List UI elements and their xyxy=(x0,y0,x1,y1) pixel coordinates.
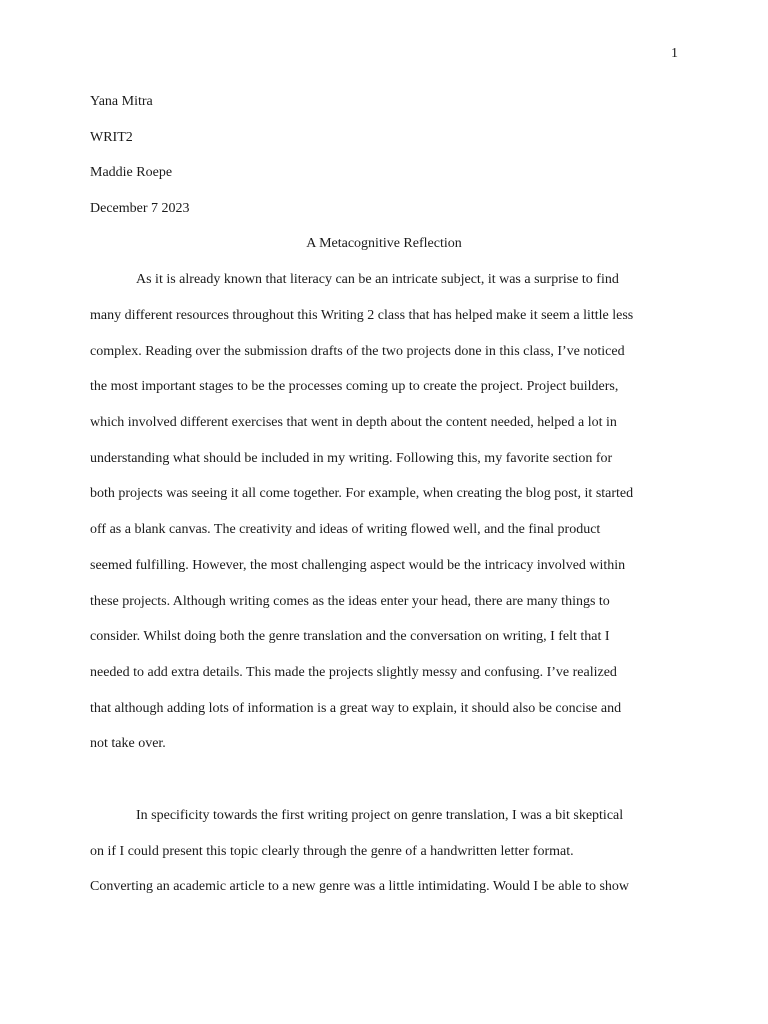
paragraph-1-line: understanding what should be included in my writing. Following this, my favorite section for xyxy=(90,451,613,466)
paragraph-2-line: Converting an academic article to a new genre was a little intimidating. Would I be able to show xyxy=(90,879,630,894)
paragraph-1-line: complex. Reading over the submission drafts of the two projects done in this class, I’ve noticed xyxy=(90,344,625,359)
paragraph-2-line: In specificity towards the first writing project on genre translation, I was a bit skeptical xyxy=(136,808,624,823)
paragraph-1-line: As it is already known that literacy can be an intricate subject, it was a surprise to find xyxy=(136,272,619,287)
paragraph-1-line: not take over. xyxy=(90,736,166,751)
course-name: WRIT2 xyxy=(90,130,133,145)
paragraph-1-line: that although adding lots of information is a great way to explain, it should also be concise and xyxy=(90,701,622,716)
document-date: December 7 2023 xyxy=(90,201,190,216)
paragraph-1-line: needed to add extra details. This made the projects slightly messy and confusing. I’ve realized xyxy=(90,665,617,680)
page-number: 1 xyxy=(671,46,678,61)
paragraph-2-line: on if I could present this topic clearly through the genre of a handwritten letter format. xyxy=(90,844,574,859)
paragraph-1-line: seemed fulfilling. However, the most challenging aspect would be the intricacy involved within xyxy=(90,558,626,573)
instructor-name: Maddie Roepe xyxy=(90,165,173,180)
paragraph-1-line: which involved different exercises that went in depth about the content needed, helped a lot in xyxy=(90,415,617,430)
paragraph-1-line: both projects was seeing it all come together. For example, when creating the blog post, it started xyxy=(90,486,634,501)
paragraph-1-line: these projects. Although writing comes as the ideas enter your head, there are many things to xyxy=(90,594,610,609)
paragraph-1-line: off as a blank canvas. The creativity and ideas of writing flowed well, and the final product xyxy=(90,522,601,537)
paragraph-1-line: many different resources throughout this Writing 2 class that has helped make it seem a little less xyxy=(90,308,634,323)
paragraph-1-line: consider. Whilst doing both the genre translation and the conversation on writing, I felt that I xyxy=(90,629,610,644)
paragraph-1-line: the most important stages to be the processes coming up to create the project. Project builders, xyxy=(90,379,619,394)
document-title: A Metacognitive Reflection xyxy=(306,236,462,251)
author-name: Yana Mitra xyxy=(90,94,153,109)
